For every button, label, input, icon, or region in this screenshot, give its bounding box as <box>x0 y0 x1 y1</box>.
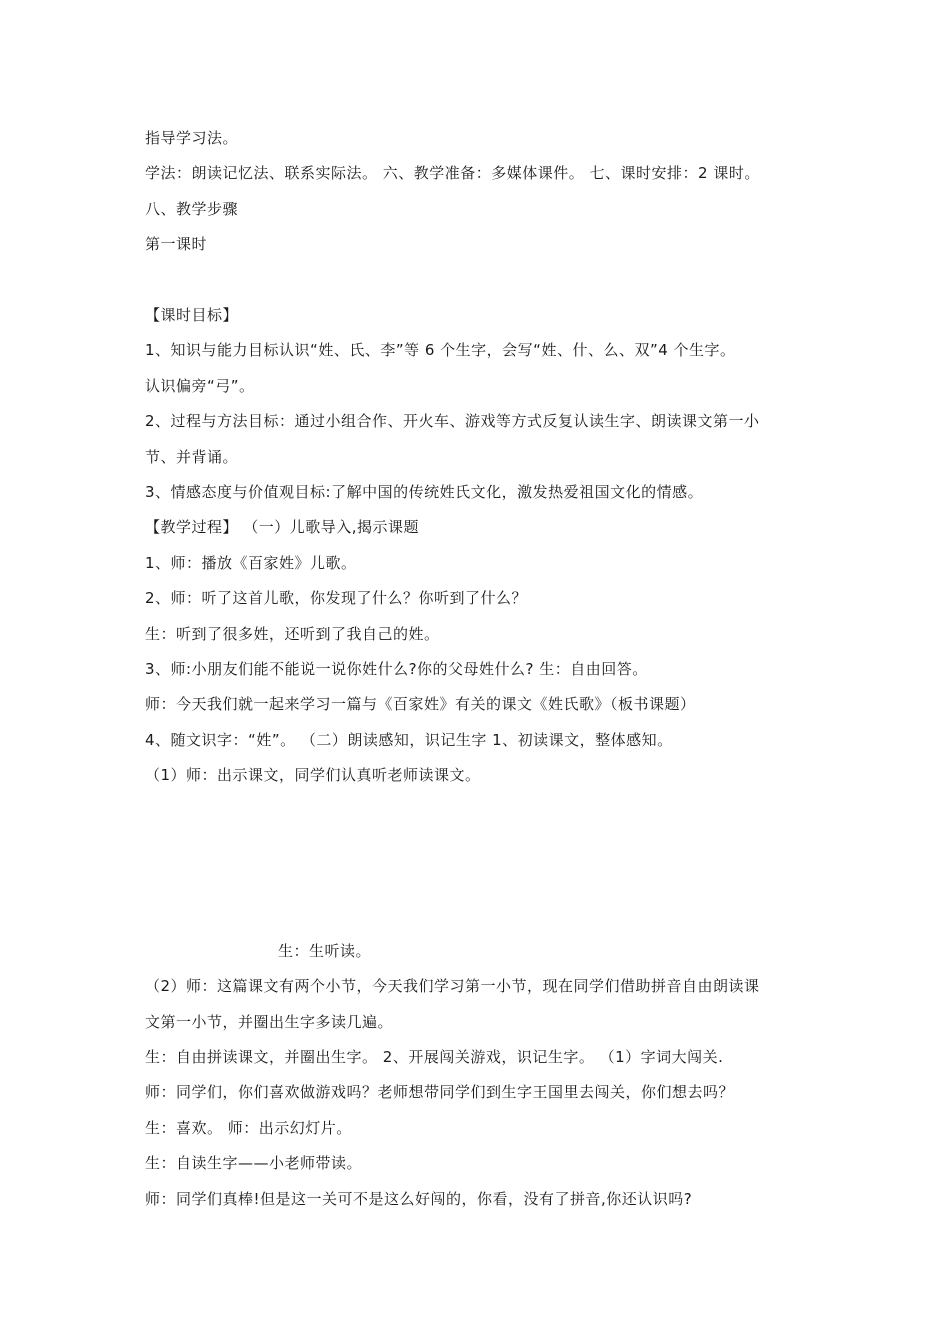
text-line: 2、师：听了这首儿歌，你发现了什么？你听到了什么？ <box>145 589 528 607</box>
section-heading: 【教学过程】 （一）儿歌导入,揭示课题 <box>145 518 420 536</box>
text-line: 3、师:小朋友们能不能说一说你姓什么?你的父母姓什么? 生：自由回答。 <box>145 660 648 678</box>
text-line: （2）师：这篇课文有两个小节，今天我们学习第一小节，现在同学们借助拼音自由朗读课 <box>145 977 760 995</box>
text-line: 1、师：播放《百家姓》儿歌。 <box>145 554 357 572</box>
text-line: 文第一小节，并圈出生字多读几遍。 <box>145 1013 394 1031</box>
text-line: 生：听到了很多姓，还听到了我自己的姓。 <box>145 625 440 643</box>
text-line: 师：同学们真棒!但是这一关可不是这么好闯的，你看，没有了拼音,你还认识吗? <box>145 1190 693 1208</box>
text-line: 生：生听读。 <box>278 942 372 960</box>
text-line: 指导学习法。 <box>145 129 239 147</box>
text-line: 生：自读生字——小老师带读。 <box>145 1154 363 1172</box>
text-line: 认识偏旁“弓”。 <box>145 377 255 395</box>
text-line: 第一课时 <box>145 235 208 253</box>
text-line: 4、随文识字：“姓”。 （二）朗读感知，识记生字 1、初读课文，整体感知。 <box>145 731 673 749</box>
text-line: 师：今天我们就一起来学习一篇与《百家姓》有关的课文《姓氏歌》（板书课题） <box>145 695 696 713</box>
text-line: 八、教学步骤 <box>145 200 239 218</box>
text-line: 1、知识与能力目标认识“姓、氏、李”等 6 个生字，会写“姓、什、么、双”4 个生字。 <box>145 341 736 359</box>
text-line: 节、并背诵。 <box>145 448 239 466</box>
text-line: 生：自由拼读课文，并圈出生字。 2、开展闯关游戏，识记生字。 （1）字词大闯关. <box>145 1048 724 1066</box>
text-line: 师：同学们，你们喜欢做游戏吗？老师想带同学们到生字王国里去闯关，你们想去吗？ <box>145 1083 735 1101</box>
section-heading: 【课时目标】 <box>145 306 239 324</box>
text-line: 3、情感态度与价值观目标:了解中国的传统姓氏文化，激发热爱祖国文化的情感。 <box>145 483 704 501</box>
text-line: 2、过程与方法目标：通过小组合作、开火车、游戏等方式反复认读生字、朗读课文第一小 <box>145 412 760 430</box>
text-line: （1）师：出示课文，同学们认真听老师读课文。 <box>145 766 481 784</box>
text-line: 学法：朗读记忆法、联系实际法。 六、教学准备：多媒体课件。 七、课时安排：2 课时。 <box>145 164 760 182</box>
text-line: 生：喜欢。 师：出示幻灯片。 <box>145 1119 352 1137</box>
